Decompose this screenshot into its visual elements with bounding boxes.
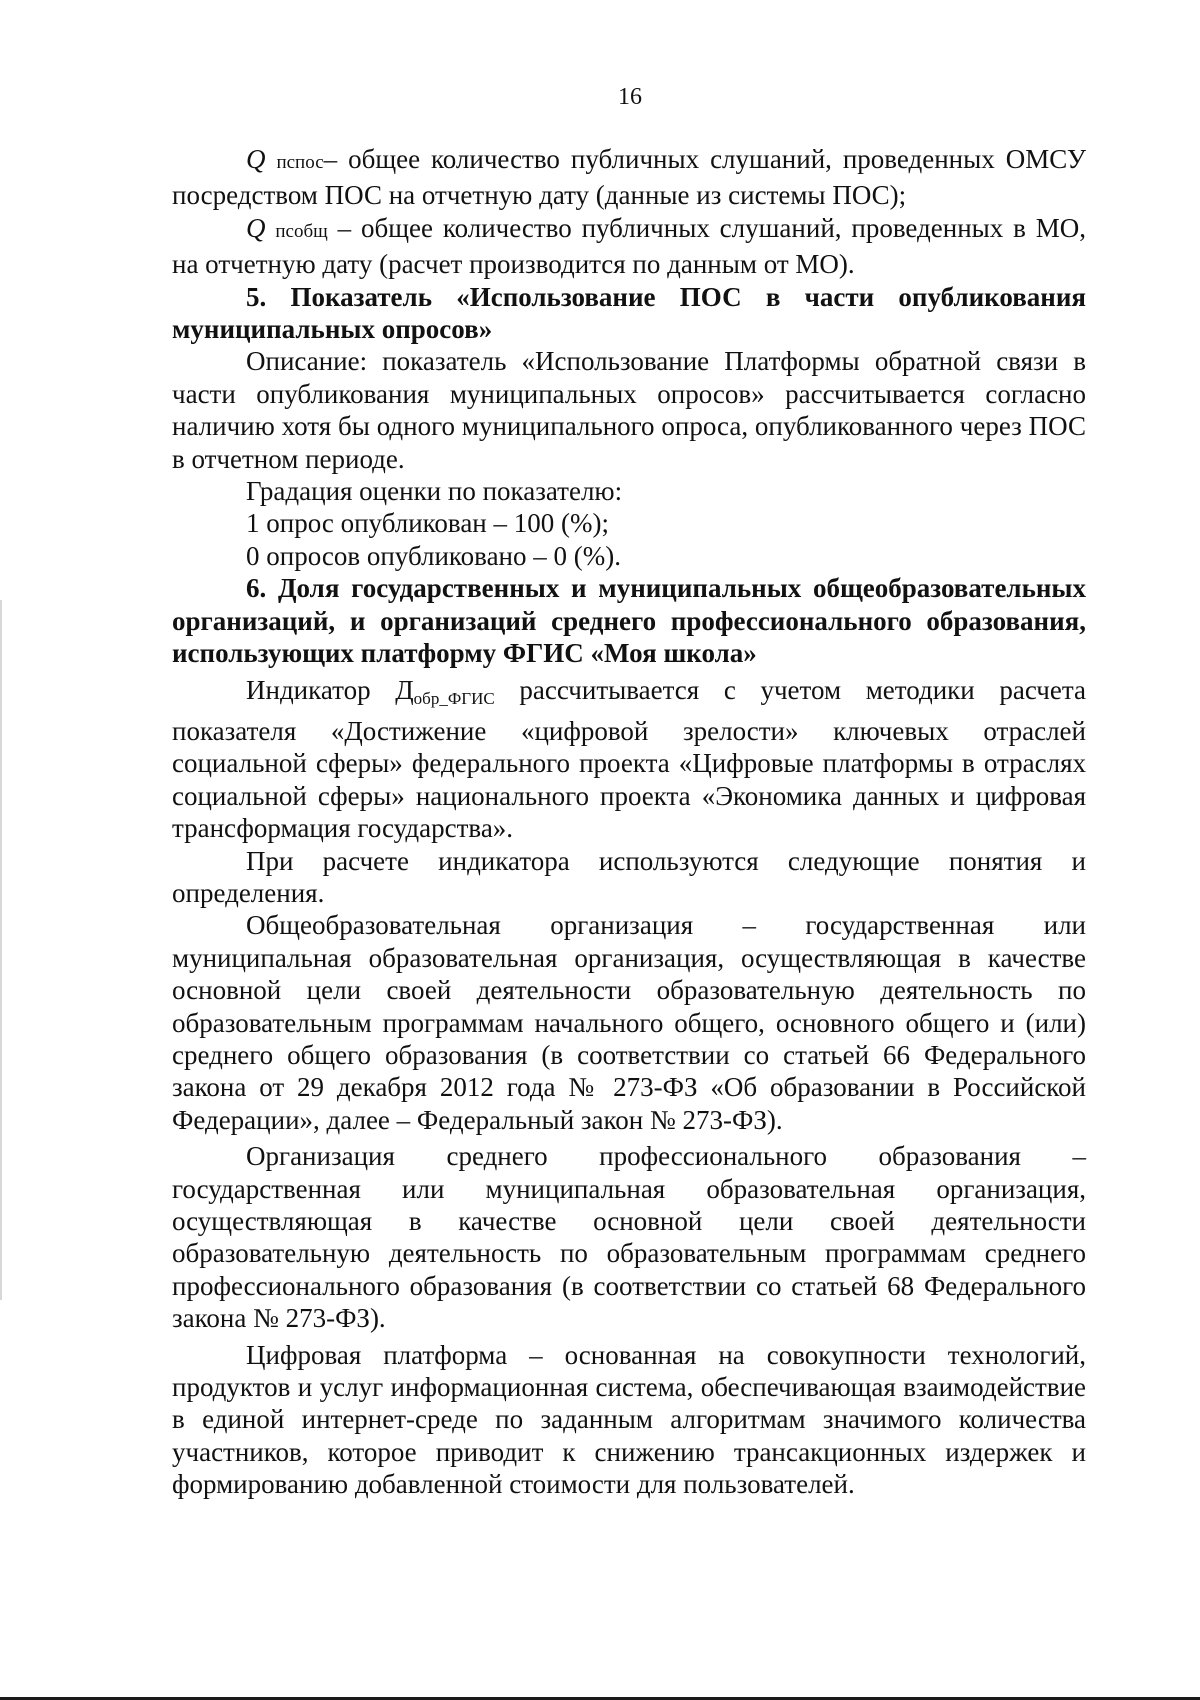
section-5-description: Описание: показатель «Использование Платформы обратной связи в части опубликования муниципальных опросов» рассчитывается согласно наличию хотя бы одного муниципального опроса, опубликованного через ПОС в отчетном периоде. <box>172 346 1086 474</box>
indicator-word: Индикатор <box>246 674 371 705</box>
definition-q-pspos <box>172 143 1086 212</box>
indicator-text: рассчитывается с учетом методики расчета показателя «Достижение «цифровой зрелости» ключевых отраслей социальной сферы» федерального проекта «Цифровые платформы в отраслях социальной сферы» национального проекта «Экономика данных и цифровая трансформация государства». <box>172 674 1086 844</box>
definition-q-pspos-text: – общее количество публичных слушаний, проведенных ОМСУ посредством ПОС на отчетную дату (данные из системы ПОС); <box>172 144 1086 211</box>
indicator-symbol: Д <box>395 674 414 705</box>
section-6-heading: 6. Доля государственных и муниципальных общеобразовательных организаций, и организаций среднего профессионального образования, использующих платформу ФГИС «Моя школа» <box>172 573 1086 669</box>
definition-q-psobshch-text: – общее количество публичных слушаний, проведенных в МО, на отчетную дату (расчет производится по данным от МО). <box>172 212 1087 280</box>
q-symbol: Q <box>246 212 266 243</box>
definition-q-psobshch <box>172 212 1086 281</box>
gradation-item-1: 1 опрос опубликован – 100 (%); <box>246 508 609 539</box>
gradation-item-0: 0 опросов опубликовано – 0 (%). <box>246 540 621 571</box>
q-symbol: Q <box>246 144 266 174</box>
gradation-title: Градация оценки по показателю: <box>246 476 623 507</box>
q-subscript-psobshch: псобщ <box>275 220 328 242</box>
document-body <box>172 143 1086 1501</box>
section-5-heading: 5. Показатель «Использование ПОС в части опубликования муниципальных опросов» <box>172 281 1086 345</box>
page-number: 16 <box>618 84 642 110</box>
indicator-subscript: обр_ФГИС <box>413 688 495 708</box>
concepts-intro: При расчете индикатора используются следующие понятия и определения. <box>172 845 1086 908</box>
indicator-paragraph <box>172 674 1086 845</box>
q-subscript-pspos: пспос <box>276 152 324 173</box>
definition-spo: Организация среднего профессионального образования – государственная или муниципальная образовательная организация, осуществляющая в качестве основной цели своей деятельности образовательную деятельность по образовательным программам среднего профессионального образования (в соответствии со статьей 68 Федерального закона № 273-ФЗ). <box>172 1141 1086 1334</box>
scan-edge-mark <box>0 600 2 1300</box>
definition-digital-platform: Цифровая платформа – основанная на совокупности технологий, продуктов и услуг информационная система, обеспечивающая взаимодействие в единой интернет-среде по заданным алгоритмам значимого количества участников, которое приводит к снижению трансакционных издержек и формированию добавленной стоимости для пользователей. <box>172 1339 1086 1500</box>
definition-school: Общеобразовательная организация – государственная или муниципальная образовательная организация, осуществляющая в качестве основной цели своей деятельности образовательную деятельность по образовательным программам начального общего, основного общего и (или) среднего общего образования (в соответствии со статьей 66 Федерального закона от 29 декабря 2012 года № 273-ФЗ «Об образовании в Российской Федерации», далее – Федеральный закон № 273-ФЗ). <box>172 910 1086 1135</box>
